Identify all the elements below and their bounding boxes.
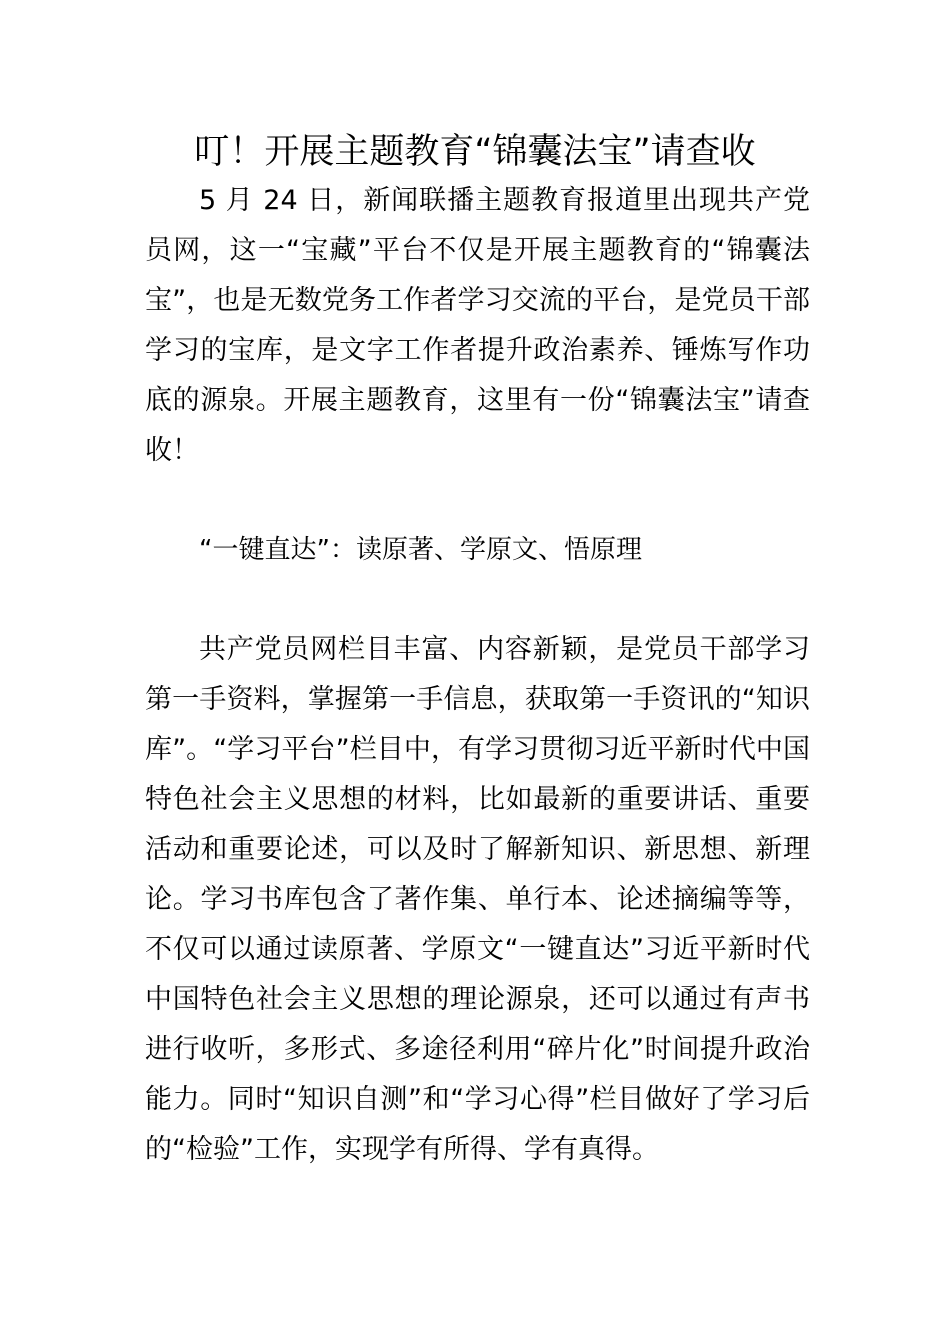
body-paragraph: 共产党员网栏目丰富、内容新颖，是党员干部学习第一手资料，掌握第一手信息，获取第一手资讯的“知识库”。“学习平台”栏目中，有学习贯彻习近平新时代中国特色社会主义思想的材料，比如最新的重要讲话、重要活动和重要论述，可以及时了解新知识、新思想、新理论。学习书库包含了著作集、单行本、论述摘编等等，不仅可以通过读原著、学原文“一键直达”习近平新时代中国特色社会主义思想的理论源泉，还可以通过有声书进行收听，多形式、多途径利用“碎片化”时间提升政治能力。同时“知识自测”和“学习心得”栏目做好了学习后的“检验”工作，实现学有所得、学有真得。 (145, 634, 810, 1165)
section-heading: “一键直达”：读原著、学原文、悟原理 (199, 535, 642, 565)
intro-paragraph: 5 月 24 日，新闻联播主题教育报道里出现共产党员网，这一“宝藏”平台不仅是开展主题教育的“锦囊法宝”，也是无数党务工作者学习交流的平台，是党员干部学习的宝库，是文字工作者提升政治素养、锤炼写作功底的源泉。开展主题教育，这里有一份“锦囊法宝”请查收！ (145, 185, 810, 466)
document-title: 叮！开展主题教育“锦囊法宝”请查收 (194, 132, 756, 172)
